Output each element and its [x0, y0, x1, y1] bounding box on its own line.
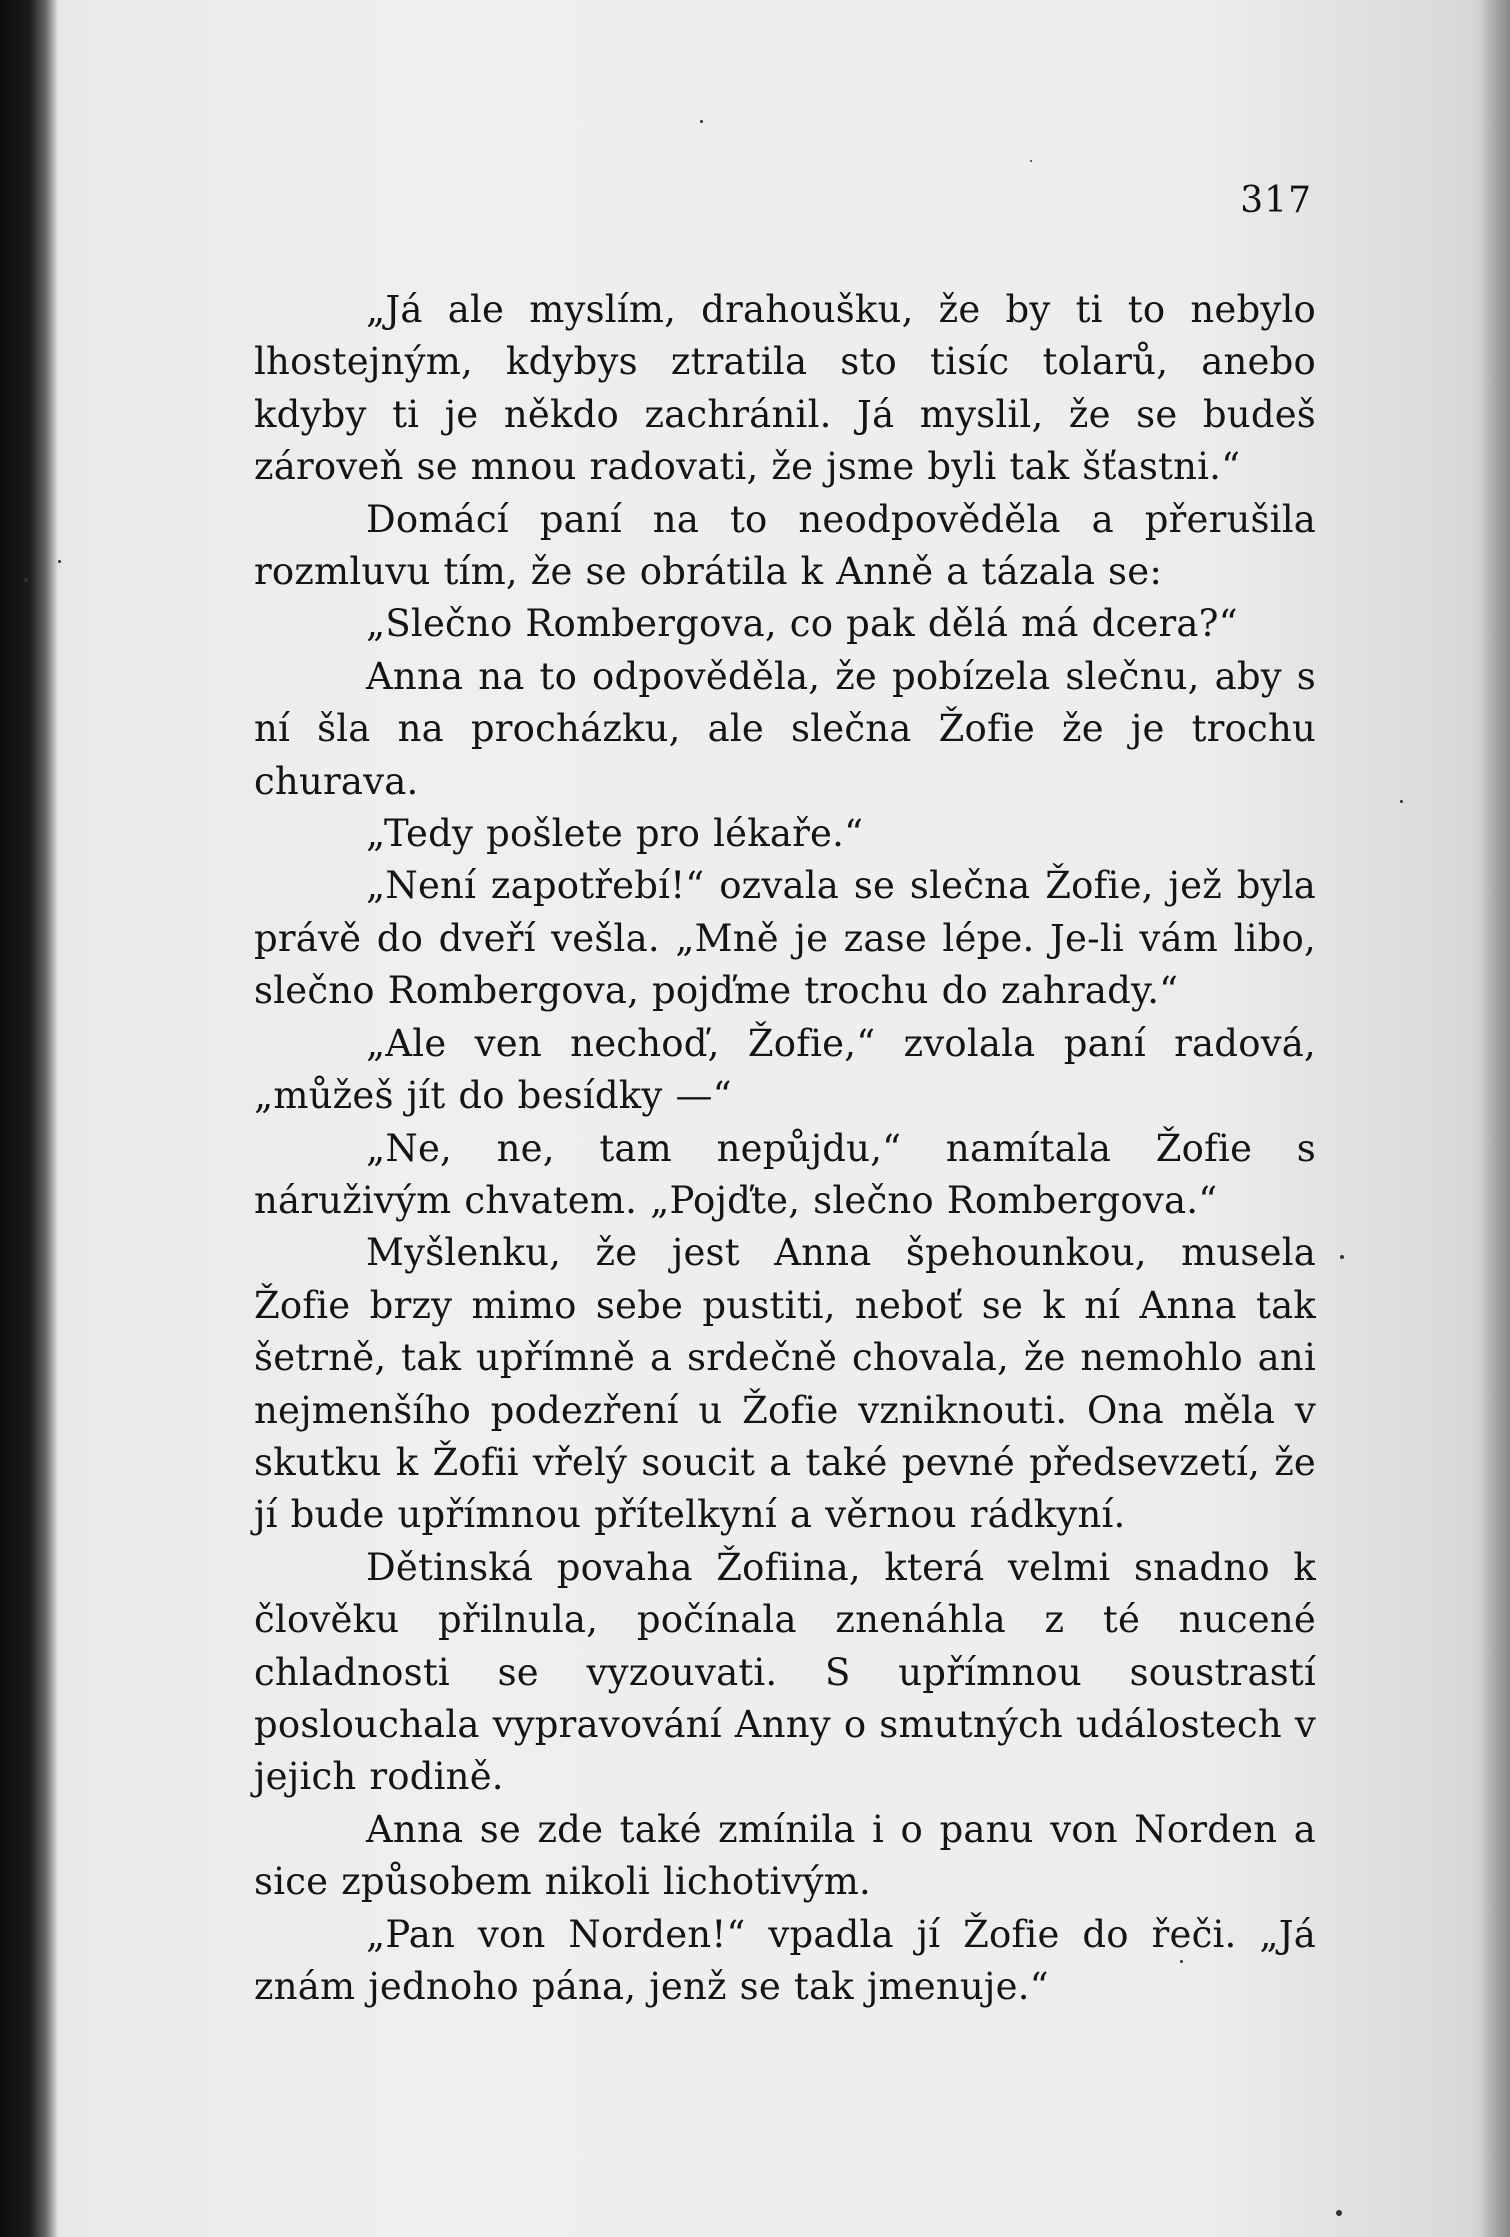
paragraph: „Pan von Norden!“ vpadla jí Žofie do řeči. „Já znám jednoho pána, jenž se tak jmenuje.“	[254, 1912, 1316, 2008]
paragraph: „Není zapotřebí!“ ozvala se slečna Žofie, jež byla právě do dveří vešla. „Mně je zase lépe. Je-li vám libo, slečno Rombergova, pojďme trochu do zahrady.“	[254, 864, 1316, 1013]
paragraph: Dětinská povaha Žofiina, která velmi snadno k člověku přilnula, počínala znenáhla z té nucené chladnosti se vyzouvati. S upřímnou soustrastí poslouchala vypravování Anny o smutných událostech v jejich rodině.	[254, 1545, 1316, 1799]
page-number: 317	[1240, 180, 1312, 221]
paragraph: „Tedy pošlete pro lékaře.“	[366, 812, 864, 856]
book-spine-shadow	[0, 0, 58, 2237]
paragraph: Domácí paní na to neodpověděla a přerušila rozmluvu tím, že se obrátila k Anně a tázala se:	[254, 497, 1316, 594]
paragraph: Anna se zde také zmínila i o panu von Norden a sice způsobem nikoli lichotivým.	[254, 1807, 1316, 1904]
paragraph: Myšlenku, že jest Anna špehounkou, musela Žofie brzy mimo sebe pustiti, neboť se k ní Anna tak šetrně, tak upřímně a srdečně chovala, že nemohlo ani nejmenšího podezření u Žofie vzniknouti. Ona měla v skutku k Žofii vřelý soucit a také pevné předsevzetí, že jí bude upřímnou přítelkyní a věrnou rádkyní.	[254, 1231, 1316, 1537]
paragraph: „Slečno Rombergova, co pak dělá má dcera?“	[366, 602, 1238, 646]
body-text	[254, 284, 1316, 2013]
paragraph: „Já ale myslím, drahoušku, že by ti to nebylo lhostejným, kdybys ztratila sto tisíc tolarů, anebo kdyby ti je někdo zachránil. Já myslil, že se budeš zároveň se mnou radovati, že jsme byli tak šťastni.“	[254, 288, 1316, 489]
page-edge-shadow	[1480, 0, 1510, 2237]
paragraph: „Ale ven nechoď, Žofie,“ zvolala paní radová, „můžeš jít do besídky —“	[254, 1021, 1316, 1118]
paragraph: Anna na to odpověděla, že pobízela slečnu, aby s ní šla na procházku, ale slečna Žofie že je trochu churava.	[254, 654, 1316, 803]
paragraph: „Ne, ne, tam nepůjdu,“ namítala Žofie s náruživým chvatem. „Pojďte, slečno Rombergova.“	[254, 1126, 1316, 1222]
